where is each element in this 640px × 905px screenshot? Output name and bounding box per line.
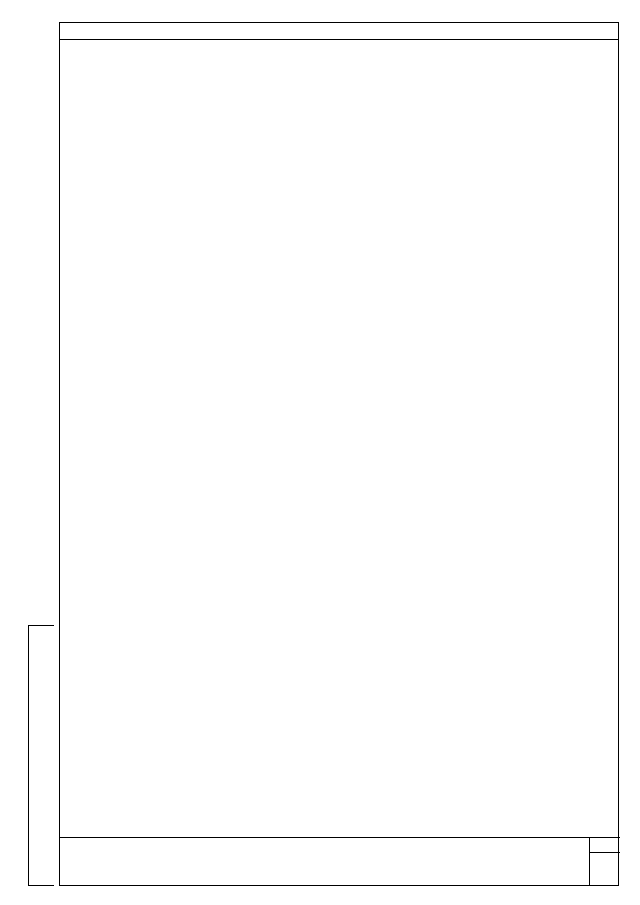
top-bar (60, 23, 618, 40)
side-strip (28, 625, 54, 886)
title-block (60, 837, 620, 885)
sheet-label (590, 839, 620, 853)
sheet-box (589, 838, 620, 885)
drawing-frame (59, 22, 619, 886)
